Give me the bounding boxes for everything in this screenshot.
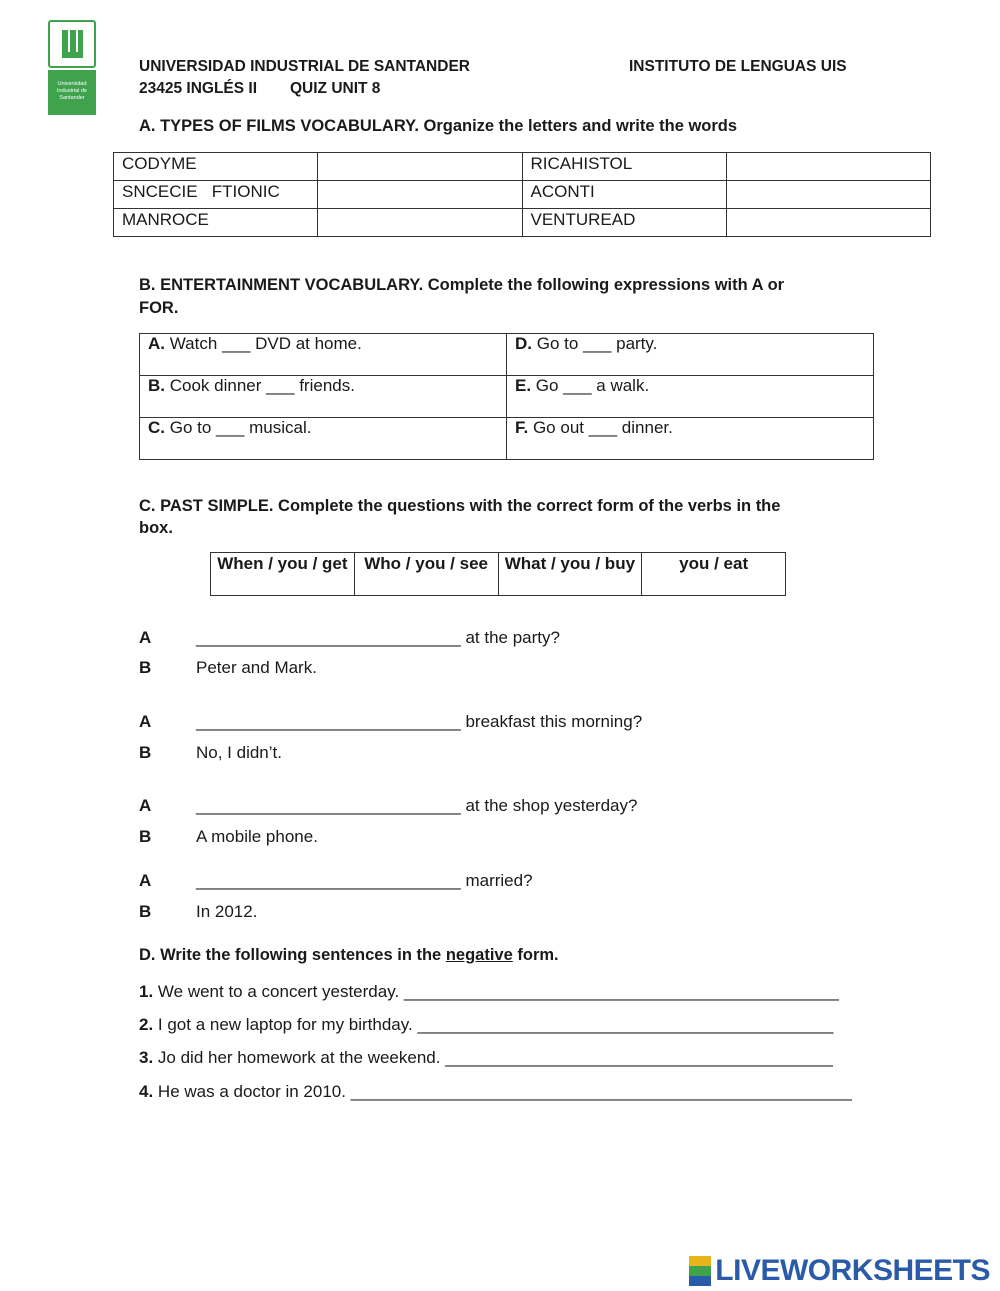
item-text: Watch ___ DVD at home. xyxy=(165,334,362,353)
uis-emblem-icon xyxy=(50,22,94,66)
section-d-title xyxy=(139,946,559,965)
answer-cell[interactable] xyxy=(318,181,522,209)
item-text: We went to a concert yesterday. ______________________________________________ xyxy=(153,982,839,1001)
table-row xyxy=(140,334,874,376)
section-d-title-pre: D. Write the following sentences in the xyxy=(139,946,446,964)
speaker-b-label: B xyxy=(139,902,152,921)
answer-cell[interactable] xyxy=(318,209,522,237)
negative-item[interactable] xyxy=(139,1082,852,1102)
question-line[interactable]: ____________________________ at the party? xyxy=(196,628,560,647)
item-text: Cook dinner ___ friends. xyxy=(165,376,355,395)
answer-line: In 2012. xyxy=(196,902,258,921)
table-row xyxy=(211,553,786,596)
answer-cell[interactable] xyxy=(726,209,930,237)
expression-cell[interactable] xyxy=(140,418,507,460)
item-label: B. xyxy=(148,376,165,395)
item-text: I got a new laptop for my birthday. ____________________________________________ xyxy=(153,1015,834,1034)
films-vocabulary-table xyxy=(113,152,931,237)
section-d-title-underlined: negative xyxy=(445,946,513,964)
expression-cell[interactable] xyxy=(507,334,874,376)
item-number: 2. xyxy=(139,1015,154,1034)
answer-line: A mobile phone. xyxy=(196,827,318,846)
section-c-title-line2: box. xyxy=(139,519,173,537)
verb-box-table xyxy=(210,552,786,596)
item-text: Go out ___ dinner. xyxy=(528,418,673,437)
speaker-b-label: B xyxy=(139,743,152,762)
table-row xyxy=(140,418,874,460)
answer-cell[interactable] xyxy=(726,153,930,181)
institute-name: INSTITUTO DE LENGUAS UIS xyxy=(629,58,847,75)
section-c-title-line1: C. PAST SIMPLE. Complete the questions with the correct form of the verbs in the xyxy=(139,497,781,515)
item-text: Go ___ a walk. xyxy=(531,376,650,395)
verb-prompt: What / you / buy xyxy=(498,553,642,596)
liveworksheets-brand[interactable] xyxy=(689,1254,990,1288)
logo-caption: Universidad Industrial de Santander xyxy=(48,70,96,115)
item-text: Go to ___ party. xyxy=(532,334,658,353)
quiz-title: QUIZ UNIT 8 xyxy=(290,80,381,97)
verb-prompt: you / eat xyxy=(642,553,786,596)
item-text: He was a doctor in 2010. _____________________________________________________ xyxy=(153,1082,852,1101)
item-label: A. xyxy=(148,334,165,353)
negative-item[interactable] xyxy=(139,1015,833,1035)
negative-item[interactable] xyxy=(139,1048,833,1068)
section-b-title-line2: FOR. xyxy=(139,299,179,317)
scrambled-word: CODYME xyxy=(114,153,318,181)
speaker-a-label: A xyxy=(139,796,152,815)
section-d-title-post: form. xyxy=(512,946,559,964)
scrambled-word: MANROCE xyxy=(114,209,318,237)
item-text: Go to ___ musical. xyxy=(165,418,312,437)
table-row xyxy=(140,376,874,418)
answer-cell[interactable] xyxy=(318,153,522,181)
question-line[interactable]: ____________________________ breakfast this morning? xyxy=(196,712,643,731)
verb-prompt: Who / you / see xyxy=(354,553,498,596)
table-row xyxy=(114,153,931,181)
item-label: E. xyxy=(515,376,532,395)
item-number: 1. xyxy=(139,982,154,1001)
answer-line: Peter and Mark. xyxy=(196,658,317,677)
item-text: Jo did her homework at the weekend. _________________________________________ xyxy=(153,1048,833,1067)
scrambled-word: SNCECIE FTIONIC xyxy=(114,181,318,209)
entertainment-table xyxy=(139,333,874,460)
question-line[interactable]: ____________________________ married? xyxy=(196,871,533,890)
course-code: 23425 INGLÉS II xyxy=(139,80,258,97)
item-label: D. xyxy=(515,334,532,353)
speaker-a-label: A xyxy=(139,628,152,647)
scrambled-word: ACONTI xyxy=(522,181,726,209)
section-a-title: A. TYPES OF FILMS VOCABULARY. Organize the letters and write the words xyxy=(139,117,738,135)
item-number: 3. xyxy=(139,1048,154,1067)
speaker-a-label: A xyxy=(139,871,152,890)
expression-cell[interactable] xyxy=(507,418,874,460)
item-label: C. xyxy=(148,418,165,437)
scrambled-word: RICAHISTOL xyxy=(522,153,726,181)
liveworksheets-logo-icon xyxy=(689,1256,711,1286)
table-row xyxy=(114,209,931,237)
expression-cell[interactable] xyxy=(140,376,507,418)
university-name: UNIVERSIDAD INDUSTRIAL DE SANTANDER xyxy=(139,58,470,75)
speaker-b-label: B xyxy=(139,658,152,677)
table-row xyxy=(114,181,931,209)
section-b-title-line1: B. ENTERTAINMENT VOCABULARY. Complete the following expressions with A or xyxy=(139,276,785,294)
answer-cell[interactable] xyxy=(726,181,930,209)
scrambled-word: VENTUREAD xyxy=(522,209,726,237)
speaker-a-label: A xyxy=(139,712,152,731)
expression-cell[interactable] xyxy=(507,376,874,418)
answer-line: No, I didn’t. xyxy=(196,743,282,762)
negative-item[interactable] xyxy=(139,982,839,1002)
verb-prompt: When / you / get xyxy=(211,553,355,596)
question-line[interactable]: ____________________________ at the shop yesterday? xyxy=(196,796,638,815)
expression-cell[interactable] xyxy=(140,334,507,376)
brand-name: LIVEWORKSHEETS xyxy=(715,1254,990,1287)
speaker-b-label: B xyxy=(139,827,152,846)
item-number: 4. xyxy=(139,1082,154,1101)
university-logo xyxy=(48,20,96,68)
item-label: F. xyxy=(515,418,529,437)
